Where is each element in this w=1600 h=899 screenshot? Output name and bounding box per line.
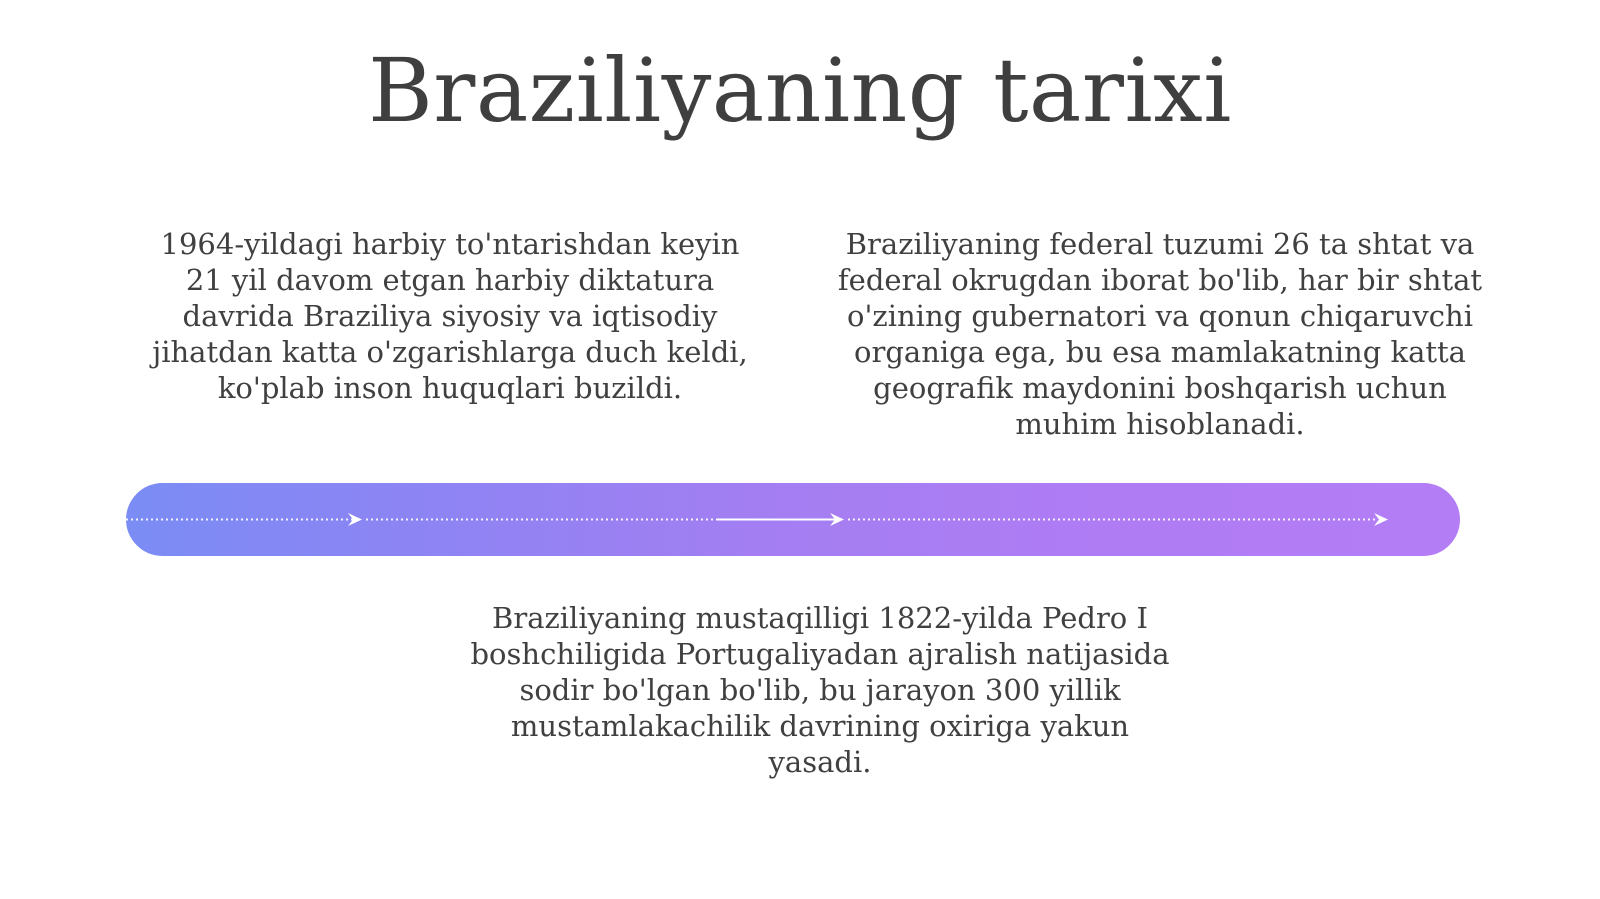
text-block-federal-structure: Braziliyaning federal tuzumi 26 ta shtat va federal okrugdan iborat bo'lib, har bir shtat o'zining gubernatori va qonun chiqaruvchi organiga ega, bu esa mamlakatning katta geografik maydonini boshqarish uchun muhim hisoblanadi. — [837, 227, 1483, 441]
slide-title: Braziliyaning tarixi — [368, 39, 1232, 142]
text-block-independence: Braziliyaning mustaqilligi 1822-yilda Pedro I boshchiligida Portugaliyadan ajralish natijasida sodir bo'lgan bo'lib, bu jarayon 300 yillik mustamlakachilik davrining oxiriga yakun yasadi. — [470, 601, 1170, 779]
timeline-bar — [126, 483, 1460, 556]
arrow-right-icon — [1374, 513, 1388, 526]
timeline-arrows — [126, 483, 1460, 556]
arrow-right-icon — [348, 513, 362, 526]
text-block-military-dictatorship: 1964-yildagi harbiy to'ntarishdan keyin 21 yil davom etgan harbiy diktatura davrida Braziliya siyosiy va iqtisodiy jihatdan katta o'zgarishlarga duch keldi, ko'plab inson huquqlari buzildi. — [152, 227, 748, 405]
